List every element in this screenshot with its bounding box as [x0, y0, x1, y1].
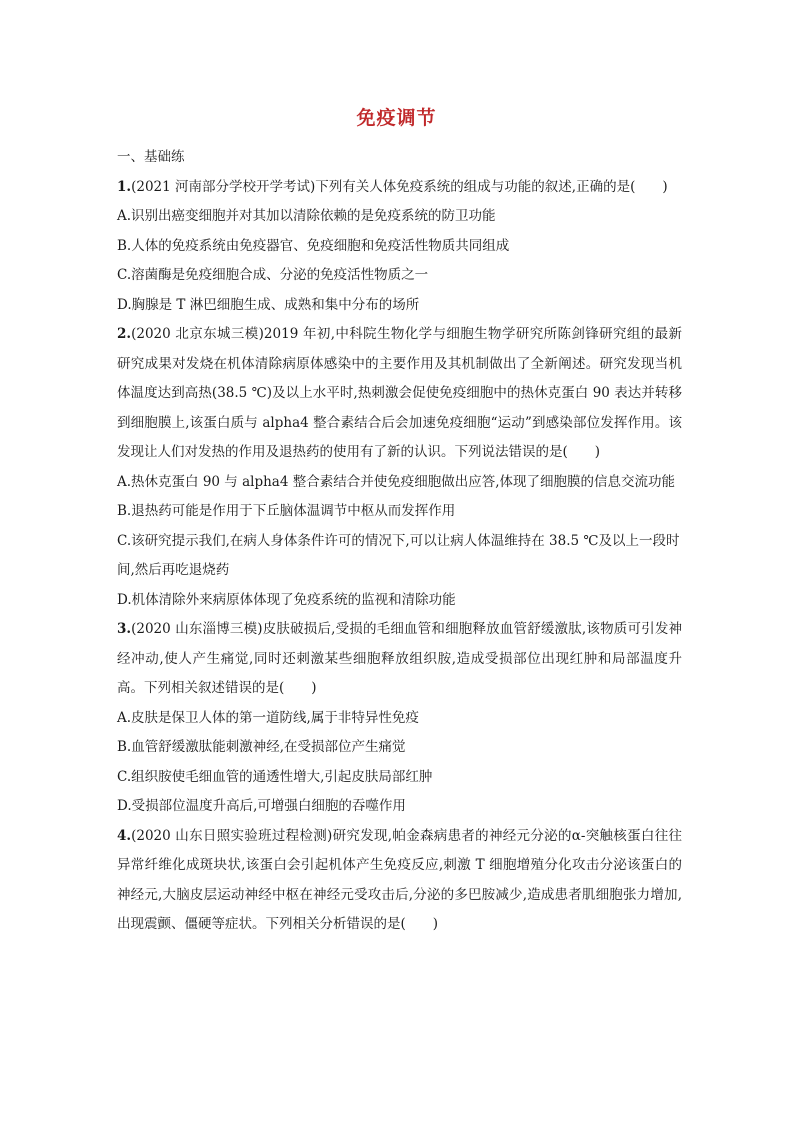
question-1	[117, 173, 682, 321]
question-3	[117, 615, 682, 822]
document-title: 免疫调节	[356, 107, 437, 129]
option-a: A.皮肤是保卫人体的第一道防线,属于非特异性免疫	[117, 709, 419, 726]
question-text: (2020 北京东城三模)2019 年初,中科院生物化学与细胞生物学研究所陈剑锋研究组的最新研究成果对发烧在机体清除病原体感染中的主要作用及其机制做出了全新阐述。研究发现当机体温度达到高热(38.5 ℃)及以上水平时,热刺激会促使免疫细胞中的热休克蛋白 90 表达并转移到细胞膜上,该蛋白质与 alpha4 整合素结合后会加速免疫细胞“运动”到感染部位发挥作用。该发现让人们对发热的作用及退热药的使用有了新的认识。下列说法错误的是( )	[117, 326, 682, 460]
option-c: C.该研究提示我们,在病人身体条件许可的情况下,可以让病人体温维持在 38.5 ℃及以上一段时间,然后再吃退烧药	[117, 532, 680, 578]
document-body	[117, 143, 682, 940]
question-stem	[117, 320, 682, 468]
question-text: (2021 河南部分学校开学考试)下列有关人体免疫系统的组成与功能的叙述,正确的是( )	[131, 178, 668, 195]
option-d: D.受损部位温度升高后,可增强白细胞的吞噬作用	[117, 798, 406, 814]
option-c: C.组织胺使毛细血管的通透性增大,引起皮肤局部红肿	[117, 768, 433, 785]
question-stem	[117, 173, 682, 203]
option-a: A.识别出癌变细胞并对其加以清除依赖的是免疫系统的防卫功能	[117, 208, 496, 224]
option-c: C.溶菌酶是免疫细胞合成、分泌的免疫活性物质之一	[117, 267, 429, 283]
option-d: D.胸腺是 T 淋巴细胞生成、成熟和集中分布的场所	[117, 296, 420, 313]
question-text: (2020 山东淄博三模)皮肤破损后,受损的毛细血管和细胞释放血管舒缓激肽,该物质可引发神经冲动,使人产生痛觉,同时还刺激某些细胞释放组织胺,造成受损部位出现红肿和局部温度升高。下列相关叙述错误的是( )	[117, 621, 682, 696]
question-number: 2.	[117, 326, 132, 342]
question-number: 4.	[117, 827, 132, 844]
question-stem	[117, 822, 682, 940]
section-heading: 一、基础练	[117, 149, 185, 165]
option-b: B.退热药可能是作用于下丘脑体温调节中枢从而发挥作用	[117, 503, 456, 519]
option-a: A.热休克蛋白 90 与 alpha4 整合素结合并使免疫细胞做出应答,体现了细胞膜的信息交流功能	[117, 473, 676, 490]
question-text: (2020 山东日照实验班过程检测)研究发现,帕金森病患者的神经元分泌的α-突触核蛋白往往异常纤维化成斑块状,该蛋白会引起机体产生免疫反应,刺激 T 细胞增殖分化攻击分泌该蛋白的神经元,大脑皮层运动神经中枢在神经元受攻击后,分泌的多巴胺减少,造成患者肌细胞张力增加,出现震颤、僵硬等症状。下列相关分析错误的是( )	[117, 827, 682, 932]
question-stem	[117, 615, 682, 704]
question-number: 3.	[117, 621, 132, 637]
question-2	[117, 320, 682, 615]
option-b: B.人体的免疫系统由免疫器官、免疫细胞和免疫活性物质共同组成	[117, 237, 510, 254]
option-d: D.机体清除外来病原体体现了免疫系统的监视和清除功能	[117, 591, 456, 608]
option-b: B.血管舒缓激肽能刺激神经,在受损部位产生痛觉	[117, 739, 406, 755]
question-4	[117, 822, 682, 940]
question-number: 1.	[117, 178, 132, 195]
